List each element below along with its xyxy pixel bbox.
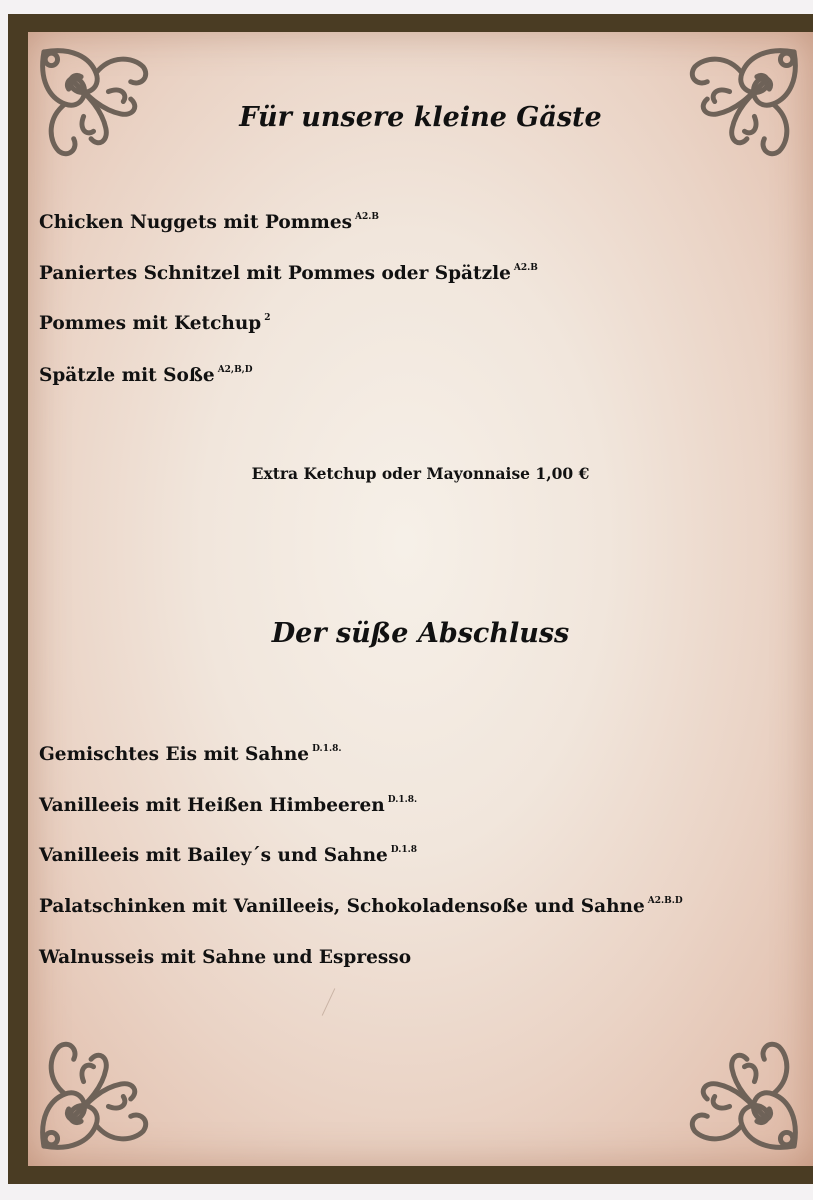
item-name: Palatschinken mit Vanilleeis, Schokoladensoße und Sahne <box>39 896 645 917</box>
menu-item <box>39 365 253 386</box>
allergen-code: A2.B.D <box>647 896 683 906</box>
item-name: Spätzle mit Soße <box>39 365 215 386</box>
allergen-code: A2.B <box>355 212 380 222</box>
paper-crease <box>322 988 336 1016</box>
menu-page <box>28 32 813 1166</box>
kids-section-title: Für unsere kleine Gäste <box>239 102 602 133</box>
extra-price-note: Extra Ketchup oder Mayonnaise 1,00 € <box>251 464 590 483</box>
dessert-section-title: Der süße Abschluss <box>271 618 570 649</box>
allergen-code: A2.B <box>513 263 538 273</box>
menu-item <box>39 947 414 968</box>
allergen-code: D.1.8. <box>387 795 418 805</box>
item-name: Chicken Nuggets mit Pommes <box>39 212 353 233</box>
allergen-code: D.1.8 <box>390 845 418 855</box>
menu-frame <box>8 14 813 1184</box>
allergen-code: 2 <box>264 313 271 323</box>
ornament-bottom-right-icon <box>680 1032 804 1156</box>
menu-item <box>39 313 270 334</box>
item-name: Walnusseis mit Sahne und Espresso <box>39 947 412 968</box>
menu-item <box>39 795 417 816</box>
allergen-code: D.1.8. <box>312 744 342 754</box>
menu-item <box>39 896 683 917</box>
menu-item <box>39 744 342 765</box>
menu-item <box>39 845 417 866</box>
item-name: Vanilleeis mit Bailey´s und Sahne <box>39 845 388 866</box>
item-name: Pommes mit Ketchup <box>39 313 262 334</box>
item-name: Vanilleeis mit Heißen Himbeeren <box>39 795 385 816</box>
allergen-code: A2,B,D <box>217 365 253 375</box>
item-name: Paniertes Schnitzel mit Pommes oder Spätzle <box>39 263 511 284</box>
menu-item <box>39 212 379 233</box>
menu-item <box>39 263 538 284</box>
ornament-bottom-left-icon <box>34 1032 158 1156</box>
item-name: Gemischtes Eis mit Sahne <box>39 744 310 765</box>
